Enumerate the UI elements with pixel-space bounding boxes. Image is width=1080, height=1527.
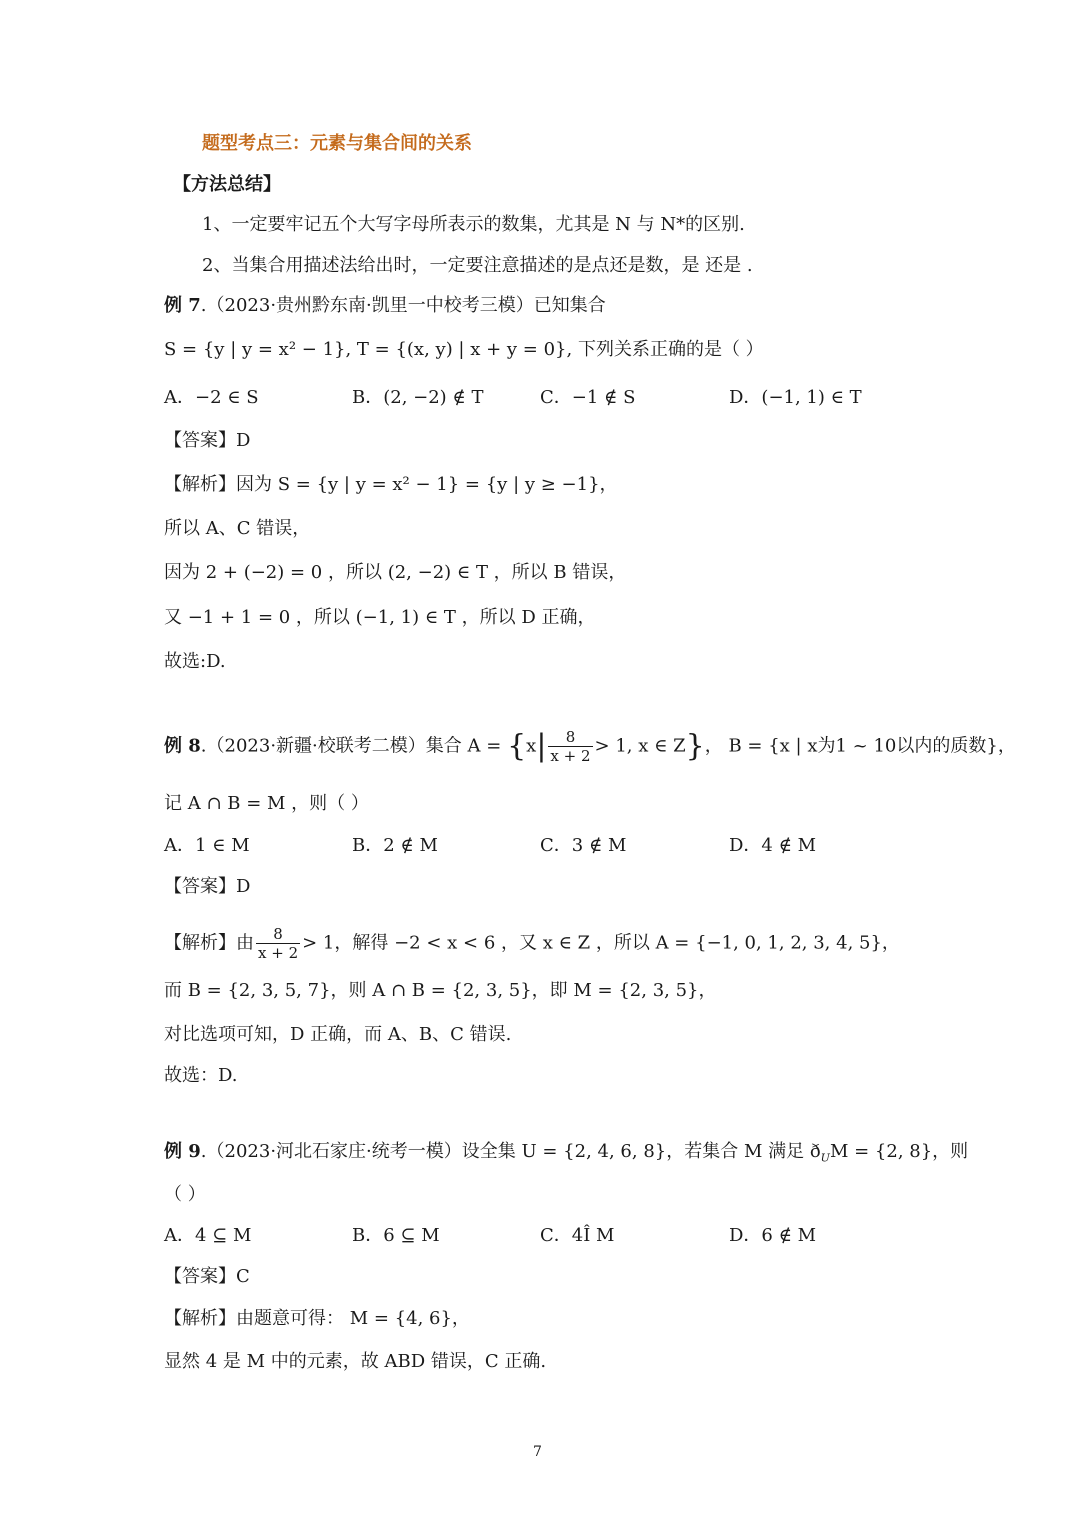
example-7-solution-4: 又 −1 + 1 = 0 ，所以 (−1, 1) ∈ T ，所以 D 正确， [164,607,596,628]
example-9-option-d: D．6 ∉ M [729,1225,817,1246]
fraction-numerator: 8 [548,728,592,747]
example-9-solution-2: 显然 4 是 M 中的元素，故 ABD 错误，C 正确. [164,1351,547,1372]
example-9-solution-1: 【解析】由题意可得： M = {4, 6}， [164,1308,470,1329]
example-7-answer: 【答案】D [164,430,251,451]
example-8-header [164,728,1016,765]
page-number: 7 [533,1444,542,1460]
example-9-option-b: B．6 ⊆ M [352,1225,440,1246]
example-7-source: .（2023·贵州黔东南·凯里一中校考三模）已知集合 [200,295,606,316]
example-8-option-c: C．3 ∉ M [540,835,627,856]
section-title: 题型考点三：元素与集合间的关系 [202,133,472,154]
right-brace: } [685,728,705,764]
example-7-option-d: D．(−1, 1) ∈ T [729,387,862,408]
example-9-answer: 【答案】C [164,1266,250,1287]
example-8-option-a: A．1 ∈ M [164,835,250,856]
example-8-source: .（2023·新疆·校联考二模）集合 [200,735,462,757]
example-7-solution-1: 【解析】因为 S = {y | y = x² − 1} = {y | y ≥ −1}， [164,474,618,495]
example-8-option-d: D．4 ∉ M [729,835,817,856]
example-9-option-a: A．4 ⊆ M [164,1225,252,1246]
solution-text: > 1，解得 −2 < x < 6 ，又 x ∈ Z ，所以 A = {−1, 0, 1, 2, 3, 4, 5}， [302,932,900,954]
left-brace: { [507,728,527,764]
set-b-definition: ， B = {x | x为1 ~ 10以内的质数}， [704,735,1016,757]
example-8-option-b: B．2 ∉ M [352,835,438,856]
set-a-prefix: A = [467,735,502,757]
example-9-source: .（2023·河北石家庄·统考一模）设全集 U = {2, 4, 6, 8}，若集合 M 满足 ð [200,1141,821,1162]
set-a-condition: > 1, x ∈ Z [594,735,686,757]
example-9-header [164,1140,968,1171]
method-point-2: 2、当集合用描述法给出时，一定要注意描述的是点还是数，是 还是 . [202,255,753,276]
example-9-option-c: C．4Î M [540,1225,615,1246]
example-8-solution-3: 对比选项可知，D 正确，而 A、B、C 错误. [164,1024,512,1045]
example-9-stem-2: （ ） [164,1184,206,1205]
example-7-option-c: C．−1 ∉ S [540,387,636,408]
example-7-solution-5: 故选:D. [164,651,226,672]
complement-subscript: U [820,1151,830,1165]
fraction-denominator: x + 2 [550,747,591,765]
method-point-1: 1、一定要牢记五个大写字母所表示的数集，尤其是 N 与 N*的区别. [202,214,745,235]
example-7-label: 例 7 [164,295,201,316]
example-7-option-a: A．−2 ∈ S [164,387,259,408]
solution-fraction-numerator: 8 [256,925,300,944]
example-8-label: 例 8 [164,735,201,757]
bar-separator: | [536,728,547,764]
example-7-stem: S = {y | y = x² − 1}, T = {(x, y) | x + y = 0}, 下列关系正确的是（ ） [164,339,764,360]
example-9-label: 例 9 [164,1141,201,1162]
example-8-stem-2: 记 A ∩ B = M ，则（ ） [164,793,369,814]
example-9-source-2: M = {2, 8}，则 [829,1141,969,1162]
set-a-fraction [548,728,592,765]
example-8-solution-2: 而 B = {2, 3, 5, 7}，则 A ∩ B = {2, 3, 5}，即 M = {2, 3, 5}， [164,980,717,1001]
example-8-solution-4: 故选：D. [164,1065,238,1086]
example-7-solution-2: 所以 A、C 错误， [164,518,311,539]
example-7-option-b: B．(2, −2) ∉ T [352,387,484,408]
example-8-solution-1 [164,925,900,962]
example-7-header [164,294,606,318]
example-8-answer: 【答案】D [164,876,251,897]
solution-prefix: 【解析】由 [164,932,254,954]
solution-fraction-denominator: x + 2 [258,944,299,962]
solution-fraction [256,925,300,962]
set-a-var: x [526,735,537,757]
example-7-solution-3: 因为 2 + (−2) = 0 ，所以 (2, −2) ∈ T ，所以 B 错误， [164,562,627,583]
method-heading: 【方法总结】 [173,174,281,195]
